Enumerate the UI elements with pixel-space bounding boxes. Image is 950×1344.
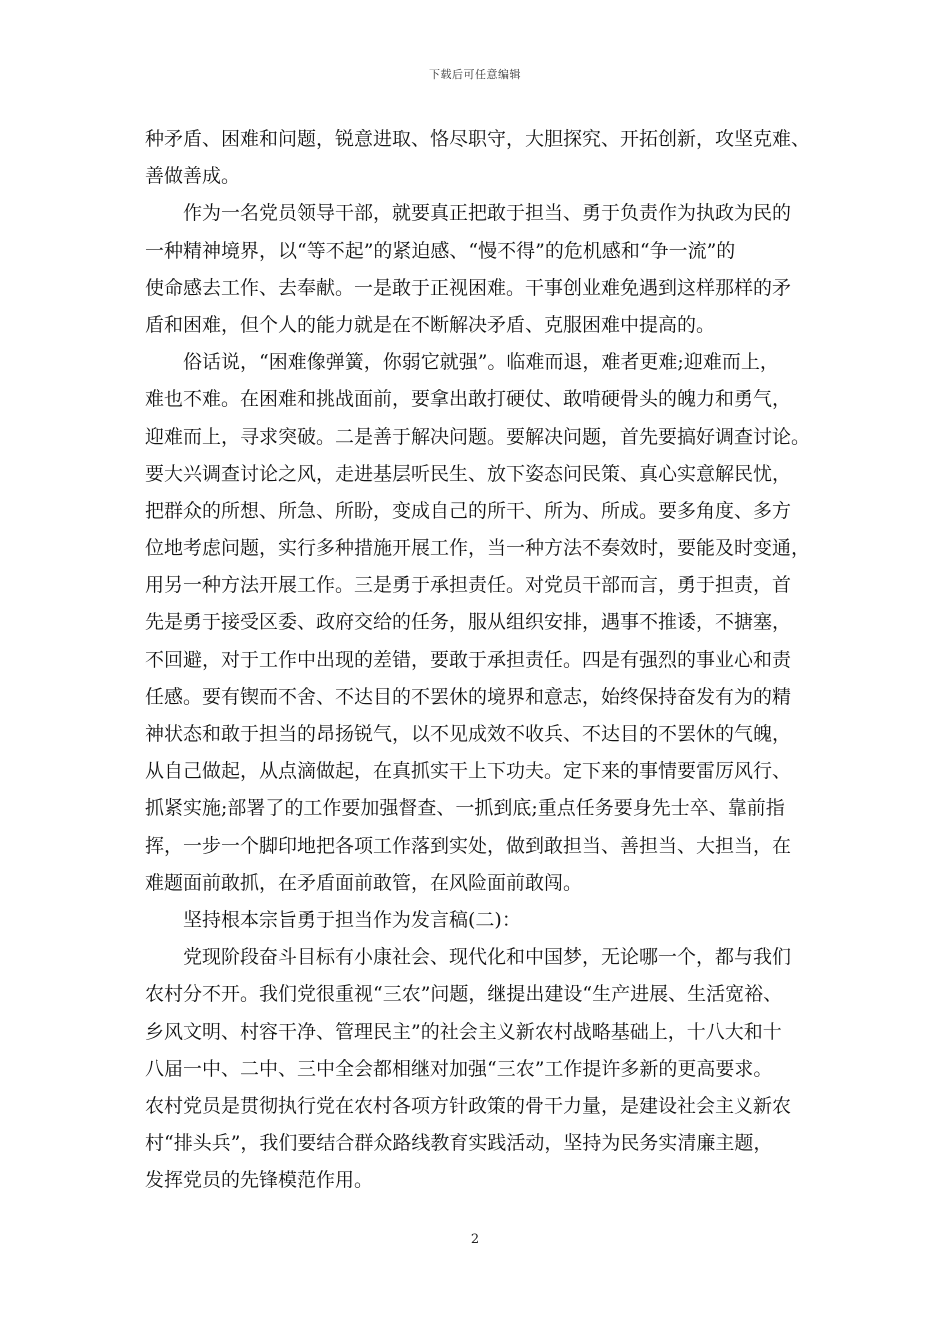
text-line: 种矛盾、困难和问题，锐意进取、恪尽职守，大胆探究、开拓创新，攻坚克难、	[145, 128, 811, 150]
text-line: 八届一中、二中、三中全会都相继对加强“三农”工作提许多新的更高要求。	[145, 1057, 773, 1080]
text-line: 发挥党员的先锋模范作用。	[145, 1169, 374, 1192]
text-line: 要大兴调查讨论之风，走进基层听民生、放下姿态问民策、真心实意解民忧，	[145, 462, 792, 485]
paragraph-start-line: 党现阶段奋斗目标有小康社会、现代化和中国梦，无论哪一个，都与我们	[183, 946, 792, 969]
paragraph-start-line: 俗话说，“困难像弹簧，你弱它就强”。临难而退，难者更难;迎难而上，	[183, 351, 779, 374]
text-line: 不回避，对于工作中出现的差错，要敢于承担责任。四是有强烈的事业心和责	[145, 648, 792, 671]
text-line: 挥，一步一个脚印地把各项工作落到实处，做到敢担当、善担当、大担当，在	[145, 834, 792, 857]
text-line: 神状态和敢于担当的昂扬锐气，以不见成效不收兵、不达目的不罢休的气魄，	[145, 723, 792, 745]
text-line: 位地考虑问题，实行多种措施开展工作，当一种方法不奏效时，要能及时变通，	[145, 537, 811, 560]
text-line: 抓紧实施;部署了的工作要加强督查、一抓到底;重点任务要身先士卒、靠前指	[145, 797, 785, 820]
text-line: 难题面前敢抓，在矛盾面前敢管，在风险面前敢闯。	[145, 871, 583, 894]
text-line: 乡风文明、村容干净、管理民主”的社会主义新农村战略基础上，十八大和十	[145, 1020, 782, 1043]
text-line: 先是勇于接受区委、政府交给的任务，服从组织安排，遇事不推诿，不搪塞，	[145, 611, 792, 634]
text-line: 从自己做起，从点滴做起，在真抓实干上下功夫。定下来的事情要雷厉风行、	[145, 760, 792, 783]
text-line: 迎难而上，寻求突破。二是善于解决问题。要解决问题，首先要搞好调查讨论。	[145, 425, 811, 448]
section-heading: 坚持根本宗旨勇于担当作为发言稿(二)：	[183, 908, 521, 931]
text-line: 任感。要有锲而不舍、不达目的不罢休的境界和意志，始终保持奋发有为的精	[145, 685, 792, 708]
text-line: 村“排头兵”，我们要结合群众路线教育实践活动，坚持为民务实清廉主题，	[145, 1132, 773, 1155]
text-line: 农村分不开。我们党很重视“三农”问题，继提出建设“生产进展、生活宽裕、	[145, 983, 783, 1006]
text-line: 一种精神境界，以“等不起”的紧迫感、“慢不得”的危机感和“争一流”的	[145, 239, 736, 262]
document-body	[145, 121, 825, 1199]
text-line: 善做善成。	[145, 165, 241, 188]
text-line: 用另一种方法开展工作。三是勇于承担责任。对党员干部而言，勇于担责，首	[145, 574, 792, 597]
page-header: 下载后可任意编辑	[429, 68, 521, 81]
text-line: 农村党员是贯彻执行党在农村各项方针政策的骨干力量，是建设社会主义新农	[145, 1094, 792, 1117]
paragraph-start-line: 作为一名党员领导干部，就要真正把敢于担当、勇于负责作为执政为民的	[183, 202, 792, 225]
text-line: 把群众的所想、所急、所盼，变成自己的所干、所为、所成。要多角度、多方	[145, 499, 792, 522]
text-line: 盾和困难，但个人的能力就是在不断解决矛盾、克服困难中提高的。	[145, 313, 716, 336]
text-line: 难也不难。在困难和挑战面前，要拿出敢打硬仗、敢啃硬骨头的魄力和勇气，	[145, 388, 792, 411]
page-number: 2	[470, 1232, 480, 1247]
text-line: 使命感去工作、去奉献。一是敢于正视困难。干事创业难免遇到这样那样的矛	[145, 276, 792, 299]
